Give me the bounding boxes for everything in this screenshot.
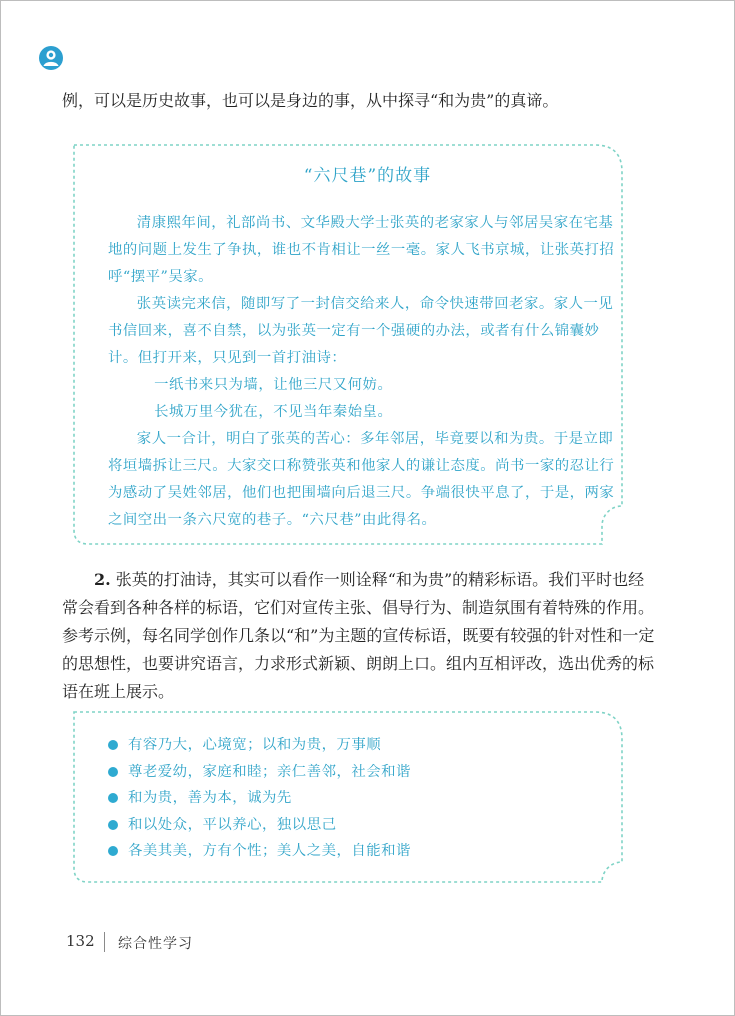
section-label: 综合性学习: [118, 936, 193, 952]
group-activity-icon: [38, 45, 64, 71]
page-number: 132: [66, 932, 95, 950]
story-paragraph: 家人一合计，明白了张英的苦心：多年邻居，毕竟要以和为贵。于是立即将垣墙拆让三尺。大家交口称赞张英和他家人的谦让态度。尚书一家的忍让行为感动了吴姓邻居，他们也把围墙向后退三尺。争端很快平息了，于是，两家之间空出一条六尺宽的巷子。“六尺巷”由此得名。: [108, 431, 615, 528]
story-body: [108, 210, 624, 534]
list-item: 和以处众，平以养心，独以思己: [108, 812, 608, 839]
poem-line: 一纸书来只为墙，让他三尺又何妨。: [154, 377, 393, 393]
bullet-dot-icon: [108, 793, 118, 803]
intro-text: 例，可以是历史故事，也可以是身边的事，从中探寻“和为贵”的真谛。: [62, 91, 559, 110]
list-item: 各美其美，方有个性；美人之美，自能和谐: [108, 838, 608, 865]
task-text: 张英的打油诗，其实可以看作一则诠释“和为贵”的精彩标语。我们平时也经常会看到各种各样的标语，它们对宣传主张、倡导行为、制造氛围有着特殊的作用。参考示例，每名同学创作几条以“和”为主题的宣传标语，既要有较强的针对性和一定的思想性，也要讲究语言，力求形式新颖、朗朗上口。组内互相评改，选出优秀的标语在班上展示。: [62, 570, 655, 701]
task-number: 2.: [94, 570, 111, 589]
bullet-dot-icon: [108, 846, 118, 856]
list-item: 有容乃大，心境宽；以和为贵，万事顺: [108, 732, 608, 759]
list-item: 和为贵，善为本，诚为先: [108, 785, 608, 812]
story-paragraph: 清康熙年间，礼部尚书、文华殿大学士张英的老家家人与邻居吴家在宅基地的问题上发生了争执，谁也不肯相让一丝一毫。家人飞书京城，让张英打招呼“摆平”吴家。: [108, 215, 615, 285]
list-item: 尊老爱幼，家庭和睦；亲仁善邻，社会和谐: [108, 759, 608, 786]
footer-divider: [104, 932, 105, 952]
story-paragraph: 张英读完来信，随即写了一封信交给来人，命令快速带回老家。家人一见书信回来，喜不自禁，以为张英一定有一个强硬的办法，或者有什么锦囊妙计。但打开来，只见到一首打油诗：: [108, 296, 614, 366]
slogan-list: [108, 732, 608, 865]
poem-line: 长城万里今犹在，不见当年秦始皇。: [154, 404, 393, 420]
task-instruction: [62, 566, 660, 706]
bullet-dot-icon: [108, 767, 118, 777]
bullet-dot-icon: [108, 740, 118, 750]
story-title: “六尺巷”的故事: [303, 166, 432, 186]
bullet-dot-icon: [108, 820, 118, 830]
